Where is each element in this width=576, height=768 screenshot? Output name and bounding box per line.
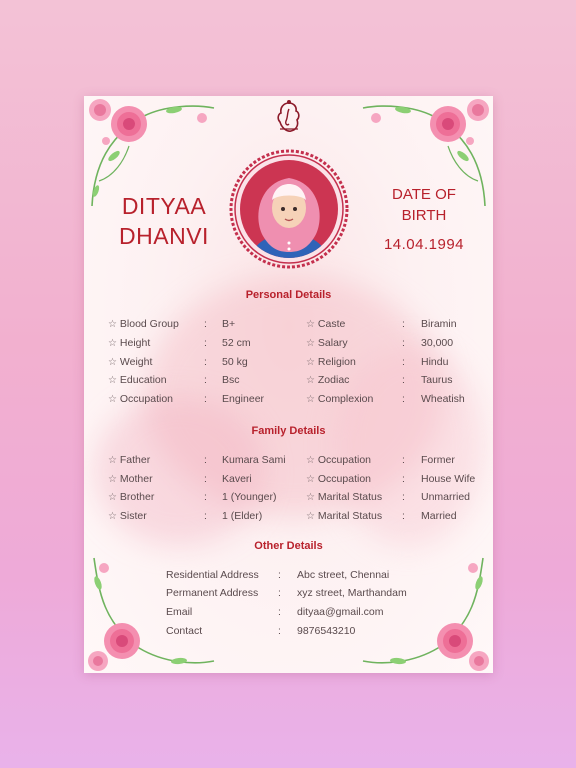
list-item: ☆ Marital Status: [306, 491, 383, 503]
star-icon: ☆: [306, 338, 315, 349]
star-icon: ☆: [108, 338, 117, 349]
star-icon: ☆: [306, 455, 315, 466]
star-icon: ☆: [108, 394, 117, 405]
list-item: ☆ Height: [108, 337, 151, 349]
list-item: ☆ Caste: [306, 318, 346, 330]
star-icon: ☆: [108, 492, 117, 503]
star-icon: ☆: [108, 319, 117, 330]
dob-label-line1: DATE OF: [392, 186, 456, 203]
profile-name: [84, 191, 244, 251]
list-item: Contact: [166, 625, 203, 637]
dob-value: 14.04.1994: [383, 236, 465, 253]
star-icon: ☆: [306, 511, 315, 522]
list-item: ☆ Mother: [108, 473, 153, 485]
first-name: DITYAA: [121, 193, 207, 219]
star-icon: ☆: [108, 511, 117, 522]
list-item: Permanent Address: [166, 587, 259, 599]
ganesh-icon: [274, 99, 304, 135]
star-icon: ☆: [306, 375, 315, 386]
list-item: ☆ Zodiac: [306, 374, 350, 386]
list-item: ☆ Occupation: [306, 473, 372, 485]
star-icon: ☆: [108, 474, 117, 485]
star-icon: ☆: [108, 357, 117, 368]
star-icon: ☆: [306, 492, 315, 503]
personal-details-title: Personal Details: [245, 289, 332, 301]
star-icon: ☆: [306, 319, 315, 330]
list-item: ☆ Weight: [108, 356, 153, 368]
list-item: ☆ Occupation: [108, 393, 174, 405]
list-item: ☆ Father: [108, 454, 151, 466]
star-icon: ☆: [108, 455, 117, 466]
list-item: ☆ Occupation: [306, 454, 372, 466]
star-icon: ☆: [306, 394, 315, 405]
biodata-card: DITYAA DHANVI DATE OF BIRTH 14.04.1994 Personal Details ☆ Blood Group : B+ ☆ Height : 52 cm ☆ Weight : 50 kg ☆ Education : Bsc ☆ Occupation : Engineer ☆ Caste : Biramin ☆ Salary : 30,000 ☆ Religion : Hindu ☆ Zodiac : Taurus ☆ Complexion : Wheatish Family Details ☆ Father : Kumara Sami ☆ Mother : Kaveri ☆ Brother : 1 (Younger) ☆ Sister : 1 (Elder) ☆ Occupation : Former ☆ Occupation : House Wife ☆ Marital Status : Unmarried ☆ Marital Status : Married Other Details Residential Address : Abc street, Chennai Permanent Address : xyz street, Marthandam Email : dityaa@gmail.com Contact : 9876543210: [84, 96, 493, 673]
list-item: ☆ Blood Group: [108, 318, 179, 330]
watercolor-wash: [94, 396, 264, 546]
star-icon: ☆: [108, 375, 117, 386]
list-item: ☆ Salary: [306, 337, 348, 349]
avatar-icon: [228, 148, 350, 270]
list-item: Email: [166, 606, 193, 618]
last-name: DHANVI: [119, 223, 209, 249]
avatar: [228, 148, 350, 270]
star-icon: ☆: [306, 357, 315, 368]
list-item: ☆ Marital Status: [306, 510, 383, 522]
list-item: ☆ Brother: [108, 491, 155, 503]
dob-label-line2: BIRTH: [401, 207, 447, 224]
list-item: ☆ Sister: [108, 510, 147, 522]
list-item: Residential Address: [166, 569, 259, 581]
list-item: ☆ Religion: [306, 356, 356, 368]
family-details-title: Family Details: [251, 425, 326, 437]
date-of-birth: [375, 184, 473, 255]
star-icon: ☆: [306, 474, 315, 485]
list-item: ☆ Complexion: [306, 393, 374, 405]
other-details-title: Other Details: [254, 540, 323, 552]
list-item: ☆ Education: [108, 374, 167, 386]
